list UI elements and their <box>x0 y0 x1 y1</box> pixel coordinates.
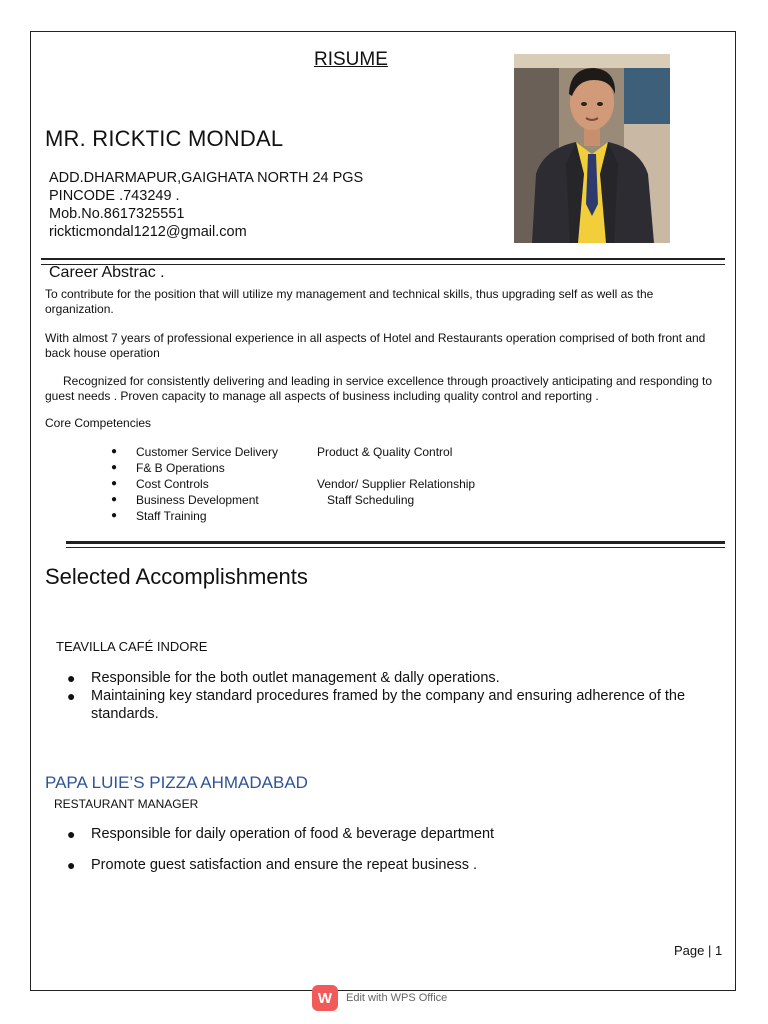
career-heading: Career Abstrac . <box>49 264 165 281</box>
email-line: rickticmondal1212@gmail.com <box>49 224 247 240</box>
bullet-icon: ● <box>67 670 76 686</box>
wps-edit-banner[interactable] <box>312 985 447 1011</box>
list-item: ● Maintaining key standard procedures framed by the company and ensuring adherence of the standards. <box>67 688 686 722</box>
document-title: RISUME <box>314 49 388 70</box>
responsibility-list <box>65 669 715 723</box>
pincode-line: PINCODE .743249 . <box>49 188 180 204</box>
page-number: Page | 1 <box>674 943 723 958</box>
bullet-icon: ● <box>67 826 76 842</box>
list-item: ● Promote guest satisfaction and ensure the repeat business . <box>67 857 478 873</box>
wps-logo-icon: W <box>312 985 338 1011</box>
resume-page: RISUME MR. RICKTIC MONDAL ADD.DHARMAPUR,GAIGHATA NORTH 24 PGS PINCODE .743249 . Mob.No.8617325551 rickticmondal1212@gmail.com Career Abstrac . To contribute for the position that will utilize my management and technical skills, thus upgrading self as well as the organization. With almost 7 years of professional experience in all aspects of Hotel and Restaurants operation comprised of both front and back house operation Recognized for consistently delivering and leading in service excellence through proactively anticipating and responding to guest needs . Proven capacity to manage all aspects of business including quality control and reporting . Core Competencies ● Customer Service Delivery Product & Quality Control ● F& B Operations ● Cost Controls Vendor/ Supplier Relationship ● Business Development Staff Scheduling ● Staff Training Selected Accomplishments TEAVILLA CAFÉ INDORE ● Responsible for the both outlet management & dally operations. ● Maintaining key standard procedures framed by the company and ensuring adherence of the standards. PAPA LUIE’S PIZZA AHMADABAD RESTAURANT MANAGER ● Responsible for daily operation of food & beverage department ● Promote guest satisfaction and ensure the repeat business . Page | 1 <box>30 31 736 991</box>
career-paragraph-3: Recognized for consistently delivering and leading in service excellence through proactively anticipating and responding to guest needs . Proven capacity to manage all aspects of business including quality control and reporting . <box>45 374 713 403</box>
contact-block <box>49 169 363 241</box>
bullet-icon: ● <box>111 510 118 521</box>
career-paragraph-1: To contribute for the position that will utilize my management and technical skills, thus upgrading self as well as the organization. <box>45 287 654 316</box>
bullet-icon: ● <box>111 478 118 489</box>
mobile-line: Mob.No.8617325551 <box>49 206 185 222</box>
bullet-icon: ● <box>111 494 118 505</box>
profile-photo-illustration <box>514 54 670 243</box>
accomplishments-heading: Selected Accomplishments <box>45 564 308 589</box>
company-name: TEAVILLA CAFÉ INDORE <box>56 639 208 654</box>
core-competencies-title: Core Competencies <box>45 416 152 430</box>
address-line: ADD.DHARMAPUR,GAIGHATA NORTH 24 PGS <box>49 170 364 186</box>
responsibility-list <box>65 825 715 887</box>
career-paragraph-2: With almost 7 years of professional experience in all aspects of Hotel and Restaurants operation comprised of both front and back house operation <box>45 331 706 360</box>
company-name: PAPA LUIE’S PIZZA AHMADABAD <box>45 773 308 792</box>
bullet-icon: ● <box>67 688 76 704</box>
list-item: ● Responsible for daily operation of food & beverage department <box>67 826 495 842</box>
wps-edit-label: Edit with WPS Office <box>346 992 448 1004</box>
job-role: RESTAURANT MANAGER <box>54 797 199 811</box>
bullet-icon: ● <box>111 462 118 473</box>
list-item: ● Responsible for the both outlet management & dally operations. <box>67 670 500 686</box>
candidate-name: MR. RICKTIC MONDAL <box>45 126 284 151</box>
bullet-icon: ● <box>67 857 76 873</box>
bullet-icon: ● <box>111 446 118 457</box>
section-divider <box>66 541 725 548</box>
profile-photo <box>514 54 670 243</box>
